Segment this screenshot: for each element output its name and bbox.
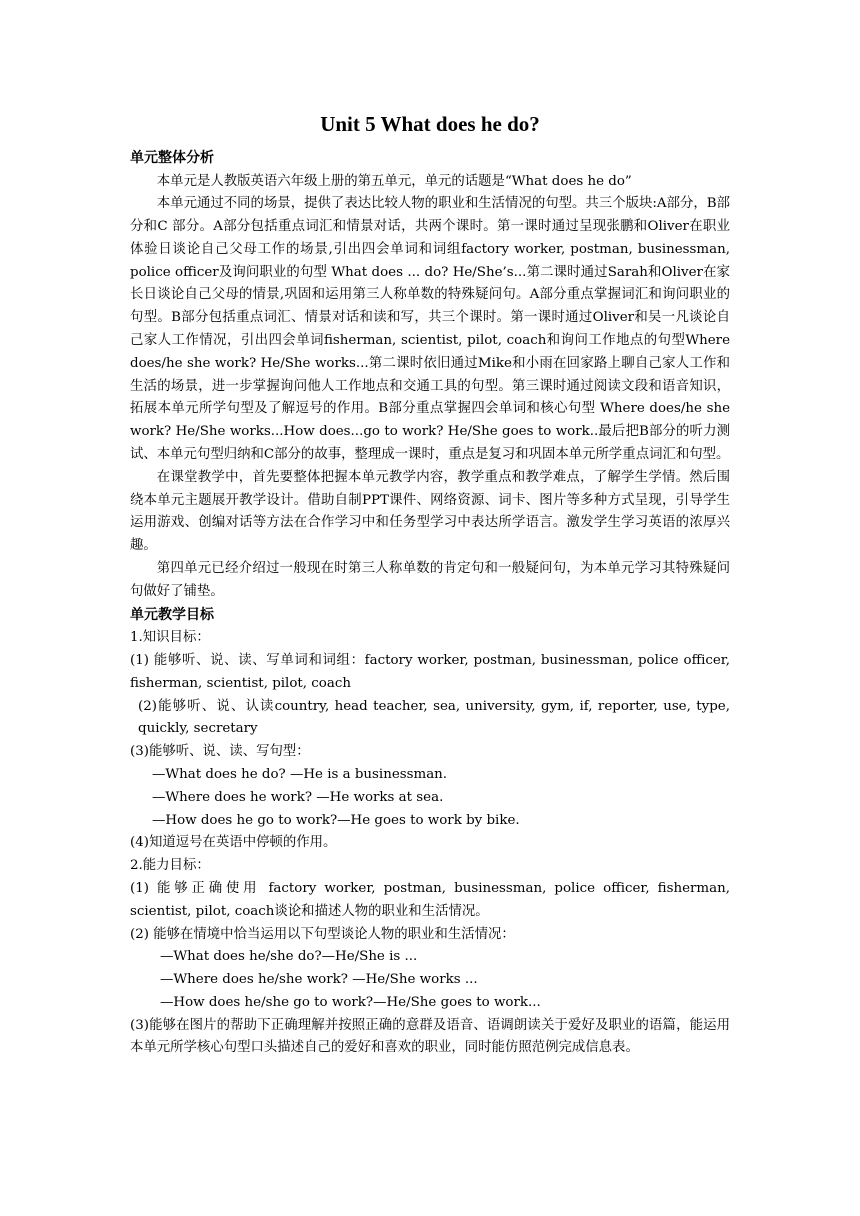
document-title: Unit 5 What does he do?	[320, 112, 540, 136]
goal-knowledge-item-2: (2)能够听、说、认读country, head teacher, sea, university, gym, if, reporter, use, type, quickly, secretary	[138, 698, 730, 737]
sentence-pattern: —How does he/she go to work?—He/She goes to work...	[160, 994, 541, 1010]
goal-ability-item-3: (3)能够在图片的帮助下正确理解并按照正确的意群及语音、语调朗读关于爱好及职业的语篇，能运用本单元所学核心句型口头描述自己的爱好和喜欢的职业，同时能仿照范例完成信息表。	[130, 1017, 730, 1056]
sentence-pattern: —What does he/she do?—He/She is ...	[160, 949, 418, 965]
paragraph-prior-unit: 第四单元已经介绍过一般现在时第三人称单数的肯定句和一般疑问句，为本单元学习其特殊疑问句做好了铺垫。	[130, 561, 730, 599]
goal-knowledge-item-1: (1) 能够听、说、读、写单词和词组：factory worker, postman, businessman, police officer, fisherman, scientist, pilot, coach	[130, 652, 730, 691]
goal-ability-label: 2.能力目标：	[130, 858, 210, 874]
paragraph-structure: 本单元通过不同的场景，提供了表达比较人物的职业和生活情况的句型。共三个版块:A部分，B部分和C 部分。A部分包括重点词汇和情景对话，共两个课时。第一课时通过呈现张鹏和Oliver在职业体验日谈论自己父母工作的场景,引出四会单词和词组factory worker, postman, businessman, police officer及询问职业的句型 What does ... do? He/She’s...第二课时通过Sarah和Oliver在家长日谈论自己父母的情景,巩固和运用第三人称单数的特殊疑问句。A部分重点掌握词汇和询问职业的句型。B部分包括重点词汇、情景对话和读和写，共三个课时。第一课时通过Oliver和吴一凡谈论自己家人工作情况，引出四会单词fisherman, scientist, pilot, coach和询问工作地点的句型Where does/he she work? He/She works...第二课时依旧通过Mike和小雨在回家路上聊自己家人工作和生活的场景，进一步掌握询问他人工作地点和交通工具的句型。第三课时通过阅读文段和语音知识，拓展本单元所学句型及了解逗号的作用。B部分重点掌握四会单词和核心句型 Where does/he she work? He/She works...How does...go to work? He/She goes to work..最后把B部分的听力测试、本单元句型归纳和C部分的故事，整理成一课时，重点是复习和巩固本单元所学重点词汇和句型。	[130, 196, 730, 463]
section-heading-analysis: 单元整体分析	[130, 150, 214, 166]
sentence-pattern: —Where does he/she work? —He/She works ...	[160, 972, 478, 988]
goal-ability-item-1: (1) 能够正确使用 factory worker, postman, businessman, police officer, fisherman, scientist, pilot, coach谈论和描述人物的职业和生活情况。	[130, 880, 730, 919]
goal-knowledge-item-3: (3)能够听、说、读、写句型：	[130, 744, 310, 760]
goal-knowledge-label: 1.知识目标：	[130, 630, 210, 646]
sentence-pattern: —How does he go to work?—He goes to work by bike.	[152, 812, 520, 828]
goal-knowledge-item-4: (4)知道逗号在英语中停顿的作用。	[130, 835, 337, 851]
goal-ability-item-2: (2) 能够在情境中恰当运用以下句型谈论人物的职业和生活情况：	[130, 926, 515, 942]
paragraph-teaching: 在课堂教学中，首先要整体把握本单元教学内容，教学重点和教学难点，了解学生学情。然后围绕本单元主题展开教学设计。借助自制PPT课件、网络资源、词卡、图片等多种方式呈现，引导学生运用游戏、创编对话等方法在合作学习中和任务型学习中表达所学语言。激发学生学习英语的浓厚兴趣。	[130, 469, 730, 554]
document-body	[130, 112, 730, 1060]
sentence-pattern: —Where does he work? —He works at sea.	[152, 789, 444, 805]
section-heading-goals: 单元教学目标	[130, 606, 214, 623]
paragraph-topic: 本单元是人教版英语六年级上册的第五单元，单元的话题是“What does he do”	[156, 173, 632, 189]
sentence-pattern: —What does he do? —He is a businessman.	[152, 766, 448, 782]
